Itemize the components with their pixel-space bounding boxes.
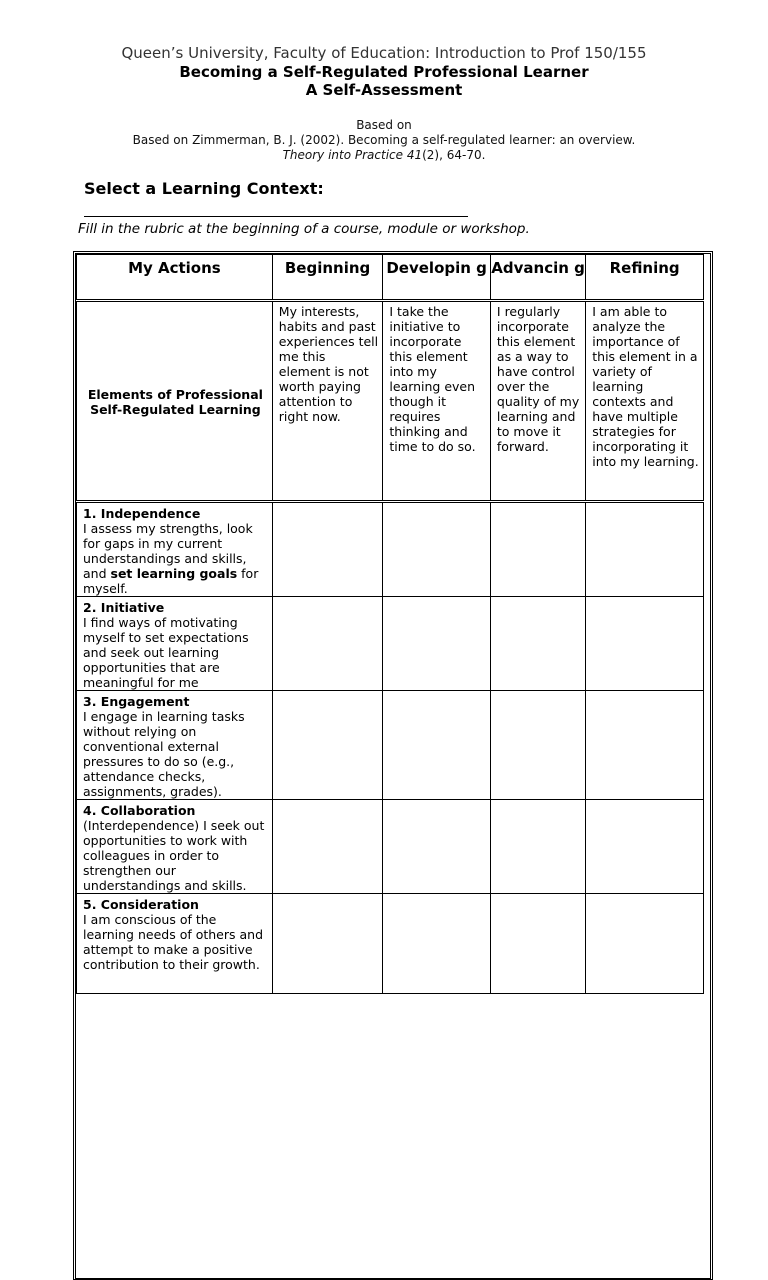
citation-journal [0, 148, 768, 163]
desc-advancing: I regularly incorporate this element as a way to have control over the quality of my learning and to move it forward. [490, 301, 585, 502]
table-row [77, 597, 704, 691]
citation-based-on: Based on [356, 118, 412, 132]
rating-cell[interactable] [383, 597, 491, 691]
desc-refining: I am able to analyze the importance of this element in a variety of learning contexts and have multiple strategies for incorporating it into my learning. [586, 301, 704, 502]
rating-cell[interactable] [586, 691, 704, 800]
header-developing: Developin g [383, 255, 491, 301]
document-title: Becoming a Self-Regulated Professional Learner [179, 63, 589, 81]
desc-beginning: My interests, habits and past experiences tell me this element is not worth paying attention to right now. [272, 301, 383, 502]
header-my-actions: My Actions [77, 255, 273, 301]
header-row [77, 255, 704, 301]
item-text: I am conscious of the learning needs of others and attempt to make a positive contribution to their growth. [83, 912, 264, 972]
document-header [0, 44, 768, 99]
item-title: 3. Engagement [83, 694, 190, 709]
header-advancing: Advancin g [490, 255, 585, 301]
rating-cell[interactable] [272, 691, 383, 800]
item-title: 1. Independence [83, 506, 201, 521]
item-collaboration [77, 800, 273, 894]
rating-cell[interactable] [490, 800, 585, 894]
table-row [77, 800, 704, 894]
header-beginning: Beginning [272, 255, 383, 301]
rating-cell[interactable] [586, 502, 704, 597]
table-row [77, 502, 704, 597]
rubric-table [76, 254, 704, 994]
rating-cell[interactable] [490, 597, 585, 691]
item-title: 5. Consideration [83, 897, 199, 912]
item-text: I assess my strengths, look for gaps in my current understandings and skills, and [83, 521, 253, 581]
item-text-end: for myself. [83, 566, 259, 596]
table-row [77, 894, 704, 994]
level-description-row [77, 301, 704, 502]
elements-label: Elements of Professional Self-Regulated Learning [77, 301, 273, 502]
rating-cell[interactable] [383, 691, 491, 800]
item-text: (Interdependence) I seek out opportunities to work with colleagues in order to strengthen our understandings and skills. [83, 818, 265, 893]
item-engagement [77, 691, 273, 800]
item-title: 2. Initiative [83, 600, 165, 615]
course-line: Queen’s University, Faculty of Education: Introduction to Prof 150/155 [121, 44, 647, 62]
rating-cell[interactable] [272, 894, 383, 994]
rubric-table-frame [73, 251, 713, 1280]
rating-cell[interactable] [490, 502, 585, 597]
item-title: 4. Collaboration [83, 803, 196, 818]
item-text: I engage in learning tasks without relying on conventional external pressures to do so (e.g., attendance checks, assignments, grades). [83, 709, 245, 799]
instruction-text: Fill in the rubric at the beginning of a course, module or workshop. [78, 221, 530, 237]
citation-journal-issue: (2), 64-70. [422, 148, 486, 162]
rating-cell[interactable] [490, 691, 585, 800]
document-subtitle: A Self-Assessment [305, 81, 463, 99]
rating-cell[interactable] [586, 597, 704, 691]
learning-context-label: Select a Learning Context: [84, 179, 324, 198]
desc-developing: I take the initiative to incorporate this element into my learning even though it requires thinking and time to do so. [383, 301, 491, 502]
learning-context-blank-line [84, 216, 468, 217]
rating-cell[interactable] [272, 800, 383, 894]
item-initiative [77, 597, 273, 691]
rating-cell[interactable] [586, 800, 704, 894]
citation-journal-title: Theory into Practice 41 [282, 148, 423, 162]
citation [0, 118, 768, 163]
rating-cell[interactable] [383, 800, 491, 894]
rating-cell[interactable] [490, 894, 585, 994]
table-row [77, 691, 704, 800]
item-text-bold: set learning goals [110, 566, 238, 581]
item-consideration [77, 894, 273, 994]
citation-reference: Based on Zimmerman, B. J. (2002). Becoming a self-regulated learner: an overview. [132, 133, 636, 147]
item-text: I find ways of motivating myself to set expectations and seek out learning opportunities that are meaningful for me [83, 615, 249, 690]
rating-cell[interactable] [586, 894, 704, 994]
rating-cell[interactable] [383, 894, 491, 994]
rating-cell[interactable] [272, 502, 383, 597]
rating-cell[interactable] [272, 597, 383, 691]
rating-cell[interactable] [383, 502, 491, 597]
item-independence [77, 502, 273, 597]
header-refining: Refining [586, 255, 704, 301]
